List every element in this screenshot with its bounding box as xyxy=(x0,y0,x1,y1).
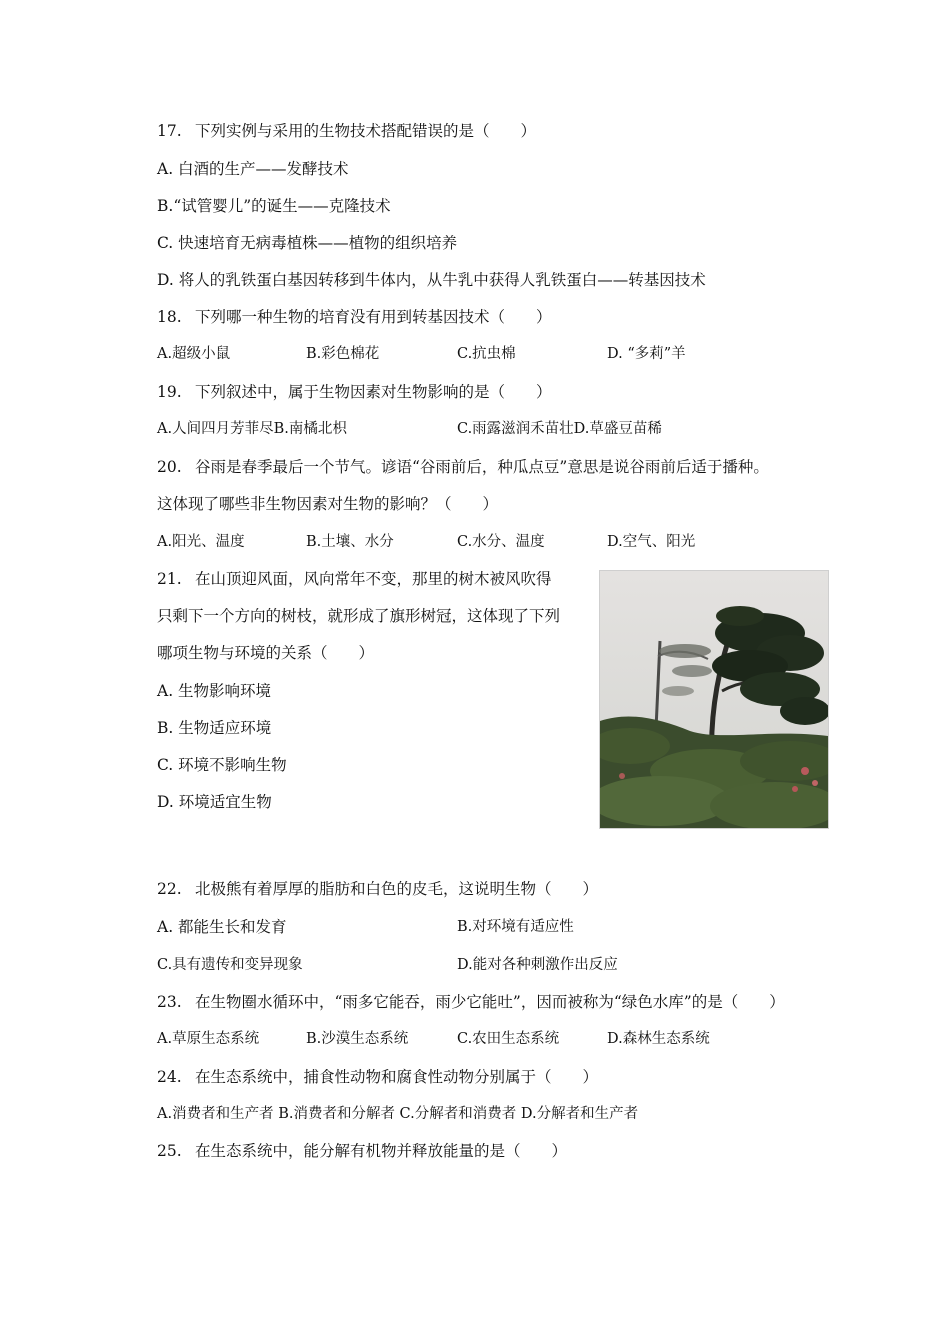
question-23-stem: 23. 在生物圈水循环中，“雨多它能吞，雨少它能吐”，因而被称为“绿色水库”的是（ ） xyxy=(157,993,785,1011)
q21-option-d: D. 环境适宜生物 xyxy=(157,793,272,811)
question-17-stem: 17. 下列实例与采用的生物技术搭配错误的是（ ） xyxy=(157,122,537,140)
question-18-stem: 18. 下列哪一种生物的培育没有用到转基因技术（ ） xyxy=(157,308,552,326)
question-number: 17. xyxy=(157,122,182,140)
q23-option-b: B.沙漠生态系统 xyxy=(306,1031,409,1047)
question-19-stem: 19. 下列叙述中，属于生物因素对生物影响的是（ ） xyxy=(157,383,552,401)
q23-option-c: C.农田生态系统 xyxy=(457,1031,560,1047)
question-20-stem: 20. 谷雨是春季最后一个节气。谚语“谷雨前后，种瓜点豆”意思是说谷雨前后适于播种。 xyxy=(157,458,769,476)
q21-option-a: A. 生物影响环境 xyxy=(157,682,272,700)
q24-options: A.消费者和生产者 B.消费者和分解者 C.分解者和消费者 D.分解者和生产者 xyxy=(157,1106,639,1122)
q23-option-a: A.草原生态系统 xyxy=(157,1031,260,1047)
q20-option-d: D.空气、阳光 xyxy=(607,534,696,550)
q20-option-b: B.土壤、水分 xyxy=(306,534,394,550)
q17-option-a: A. 白酒的生产——发酵技术 xyxy=(157,160,349,178)
question-number: 18. xyxy=(157,308,182,326)
question-number: 19. xyxy=(157,383,182,401)
q17-option-d: D. 将人的乳铁蛋白基因转移到牛体内，从牛乳中获得人乳铁蛋白——转基因技术 xyxy=(157,271,706,289)
question-21-stem-cont: 只剩下一个方向的树枝，就形成了旗形树冠，这体现了下列 xyxy=(157,607,561,625)
q19-options-ab: A.人间四月芳菲尽B.南橘北枳 xyxy=(157,421,347,437)
q17-option-c: C. 快速培育无病毒植株——植物的组织培养 xyxy=(157,234,458,252)
q18-option-a: A.超级小鼠 xyxy=(157,346,231,362)
question-number: 23. xyxy=(157,993,182,1011)
question-number: 21. xyxy=(157,570,182,588)
question-21-stem: 21. 在山顶迎风面，风向常年不变，那里的树木被风吹得 xyxy=(157,570,552,588)
q20-option-c: C.水分、温度 xyxy=(457,534,545,550)
question-number: 25. xyxy=(157,1142,182,1160)
question-number: 20. xyxy=(157,458,182,476)
q22-option-d: D.能对各种刺激作出反应 xyxy=(457,957,618,973)
q18-option-c: C.抗虫棉 xyxy=(457,346,516,362)
q18-option-d: D. “多莉”羊 xyxy=(607,346,686,362)
question-number: 22. xyxy=(157,880,182,898)
q19-options-cd: C.雨露滋润禾苗壮D.草盛豆苗稀 xyxy=(457,421,662,437)
q18-option-b: B.彩色棉花 xyxy=(306,346,380,362)
question-25-stem: 25. 在生态系统中，能分解有机物并释放能量的是（ ） xyxy=(157,1142,568,1160)
question-24-stem: 24. 在生态系统中，捕食性动物和腐食性动物分别属于（ ） xyxy=(157,1068,599,1086)
question-21-stem-cont-2: 哪项生物与环境的关系（ ） xyxy=(157,644,375,662)
q21-option-c: C. 环境不影响生物 xyxy=(157,756,287,774)
q23-option-d: D.森林生态系统 xyxy=(607,1031,710,1047)
flag-tree-photo xyxy=(599,570,829,829)
q17-option-b: B.“试管婴儿”的诞生——克隆技术 xyxy=(157,197,391,215)
question-20-stem-cont: 这体现了哪些非生物因素对生物的影响？（ ） xyxy=(157,495,499,513)
q22-option-c: C.具有遗传和变异现象 xyxy=(157,957,303,973)
q22-option-a: A. 都能生长和发育 xyxy=(157,918,287,936)
q21-option-b: B. 生物适应环境 xyxy=(157,719,272,737)
q20-option-a: A.阳光、温度 xyxy=(157,534,245,550)
q22-option-b: B.对环境有适应性 xyxy=(457,919,574,935)
question-number: 24. xyxy=(157,1068,182,1086)
question-22-stem: 22. 北极熊有着厚厚的脂肪和白色的皮毛，这说明生物（ ） xyxy=(157,880,599,898)
